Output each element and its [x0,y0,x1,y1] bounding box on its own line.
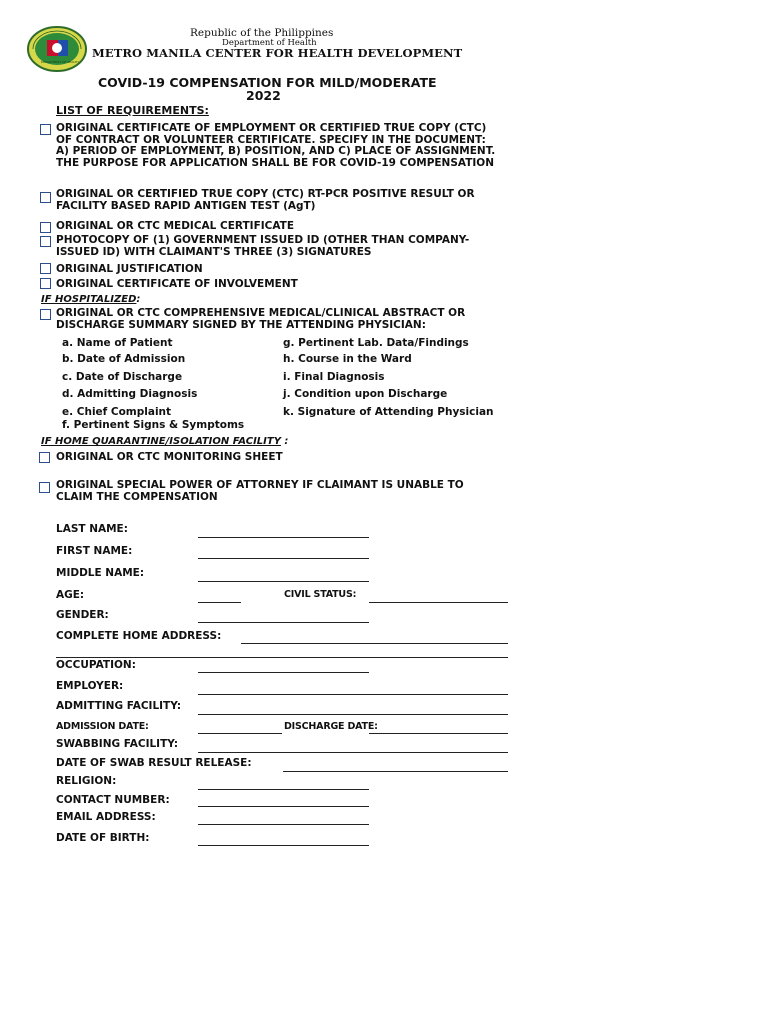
requirement-1: ORIGINAL CERTIFICATE OF EMPLOYMENT OR CERTIFIED TRUE COPY (CTC) OF CONTRACT OR VOLUNTEER CERTIFICATE. SPECIFY IN THE DOCUMENT: A) PERIOD OF EMPLOYMENT, B) POSITION, AND C) PLACE OF ASSIGNMENT. THE PURPOSE FOR APPLICATION SHALL BE FOR COVID-19 COMPENSATION [56,122,496,169]
occupation-field[interactable] [198,672,369,673]
contact-number-field[interactable] [198,806,369,807]
sub-item-h: h. Course in the Ward [283,353,412,365]
checkbox-req-1[interactable] [40,124,51,135]
last-name-label: LAST NAME: [56,523,128,535]
logo-text: DEPARTMENT OF HEALTH [41,60,79,64]
requirements-heading: LIST OF REQUIREMENTS: [56,104,209,117]
sub-item-i: i. Final Diagnosis [283,371,385,383]
civil-status-field[interactable] [369,602,508,603]
sub-item-j: j. Condition upon Discharge [283,388,448,400]
checkbox-req-2[interactable] [40,192,51,203]
sub-item-f: f. Pertinent Signs & Symptoms [62,419,245,431]
hospitalized-requirement: ORIGINAL OR CTC COMPREHENSIVE MEDICAL/CLINICAL ABSTRACT OR DISCHARGE SUMMARY SIGNED BY THE ATTENDING PHYSICIAN: [56,307,466,331]
address-label: COMPLETE HOME ADDRESS: [56,630,222,642]
requirement-5: ORIGINAL JUSTIFICATION [56,263,203,275]
email-field[interactable] [198,824,369,825]
age-field[interactable] [198,602,241,603]
checkbox-spa[interactable] [39,482,50,493]
checkbox-monitoring-sheet[interactable] [39,452,50,463]
gender-label: GENDER: [56,609,109,621]
doh-logo [27,26,87,72]
page-title-year: 2022 [246,88,281,103]
age-label: AGE: [56,589,85,601]
header-republic: Republic of the Philippines [190,27,334,39]
sub-item-e: e. Chief Complaint [62,406,172,418]
employer-field[interactable] [198,694,508,695]
monitoring-sheet-requirement: ORIGINAL OR CTC MONITORING SHEET [56,451,283,463]
requirement-2: ORIGINAL OR CERTIFIED TRUE COPY (CTC) RT-PCR POSITIVE RESULT OR FACILITY BASED RAPID ANTIGEN TEST (AgT) [56,188,475,212]
last-name-field[interactable] [198,537,369,538]
religion-label: RELIGION: [56,775,117,787]
admission-date-field[interactable] [198,733,282,734]
checkbox-hospitalized[interactable] [40,309,51,320]
requirement-3: ORIGINAL OR CTC MEDICAL CERTIFICATE [56,220,295,232]
dob-label: DATE OF BIRTH: [56,832,150,844]
header-center: METRO MANILA CENTER FOR HEALTH DEVELOPMENT [92,46,463,60]
contact-number-label: CONTACT NUMBER: [56,794,170,806]
occupation-label: OCCUPATION: [56,659,136,671]
swab-release-field[interactable] [283,771,508,772]
discharge-date-label: DISCHARGE DATE: [284,721,378,732]
address-field-1[interactable] [241,643,508,644]
middle-name-label: MIDDLE NAME: [56,567,145,579]
first-name-label: FIRST NAME: [56,545,133,557]
middle-name-field[interactable] [198,581,369,582]
page-title: COVID-19 COMPENSATION FOR MILD/MODERATE [98,75,437,90]
swabbing-facility-label: SWABBING FACILITY: [56,738,179,750]
checkbox-req-5[interactable] [40,263,51,274]
sub-item-c: c. Date of Discharge [62,371,183,383]
quarantine-heading: IF HOME QUARANTINE/ISOLATION FACILITY : [41,436,289,447]
employer-label: EMPLOYER: [56,680,124,692]
swab-release-label: DATE OF SWAB RESULT RELEASE: [56,757,252,769]
admitting-facility-label: ADMITTING FACILITY: [56,700,182,712]
gender-field[interactable] [198,622,369,623]
sub-item-a: a. Name of Patient [62,337,173,349]
admitting-facility-field[interactable] [198,714,508,715]
sub-item-k: k. Signature of Attending Physician [283,406,494,418]
hospitalized-heading: IF HOSPITALIZED: [41,294,141,305]
checkbox-req-3[interactable] [40,222,51,233]
sub-item-g: g. Pertinent Lab. Data/Findings [283,337,469,349]
civil-status-label: CIVIL STATUS: [284,589,357,600]
checkbox-req-6[interactable] [40,278,51,289]
checkbox-req-4[interactable] [40,236,51,247]
religion-field[interactable] [198,789,369,790]
address-field-2[interactable] [56,657,508,658]
discharge-date-field[interactable] [369,733,508,734]
spa-requirement: ORIGINAL SPECIAL POWER OF ATTORNEY IF CLAIMANT IS UNABLE TO CLAIM THE COMPENSATION [56,479,464,503]
swabbing-facility-field[interactable] [198,752,508,753]
admission-date-label: ADMISSION DATE: [56,721,149,732]
header-department: Department of Health [222,38,317,48]
first-name-field[interactable] [198,558,369,559]
dob-field[interactable] [198,845,369,846]
sub-item-b: b. Date of Admission [62,353,186,365]
sub-item-d: d. Admitting Diagnosis [62,388,198,400]
requirement-6: ORIGINAL CERTIFICATE OF INVOLVEMENT [56,278,298,290]
email-label: EMAIL ADDRESS: [56,811,156,823]
requirement-4: PHOTOCOPY OF (1) GOVERNMENT ISSUED ID (OTHER THAN COMPANY- ISSUED ID) WITH CLAIMANT'S THREE (3) SIGNATURES [56,234,470,258]
